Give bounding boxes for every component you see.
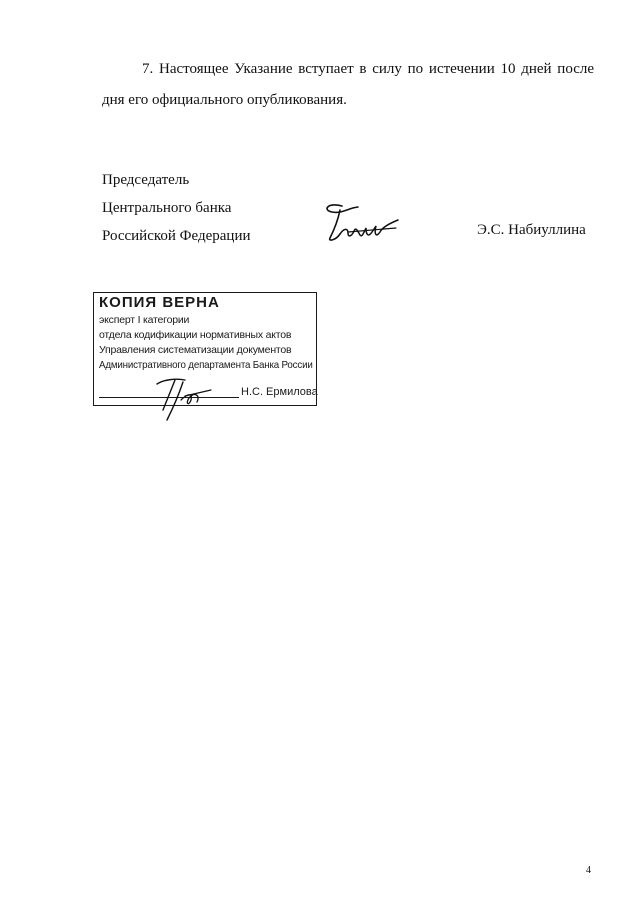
signatory-name: Э.С. Набиуллина (477, 222, 586, 238)
stamp-title: КОПИЯ ВЕРНА (99, 294, 220, 311)
signatory-title-line-3: Российской Федерации (102, 228, 251, 244)
signatory-title-line-1: Председатель (102, 172, 190, 188)
handwritten-signature (318, 198, 402, 244)
stamp-name: Н.С. Ермилова (241, 386, 318, 398)
stamp-line-1: эксперт I категории (99, 314, 190, 326)
page-number: 4 (586, 865, 591, 876)
signatory-title-line-2: Центрального банка (102, 200, 232, 216)
stamp-handwritten-signature (145, 374, 225, 424)
stamp-line-4: Административного департамента Банка России (99, 359, 313, 371)
signatory-title (102, 166, 251, 250)
stamp-line-3: Управления систематизации документов (99, 344, 292, 356)
body-paragraph: 7. Настоящее Указание вступает в силу по истечении 10 дней после дня его официального опубликования. (102, 61, 594, 108)
stamp-line-2: отдела кодификации нормативных актов (99, 329, 292, 341)
